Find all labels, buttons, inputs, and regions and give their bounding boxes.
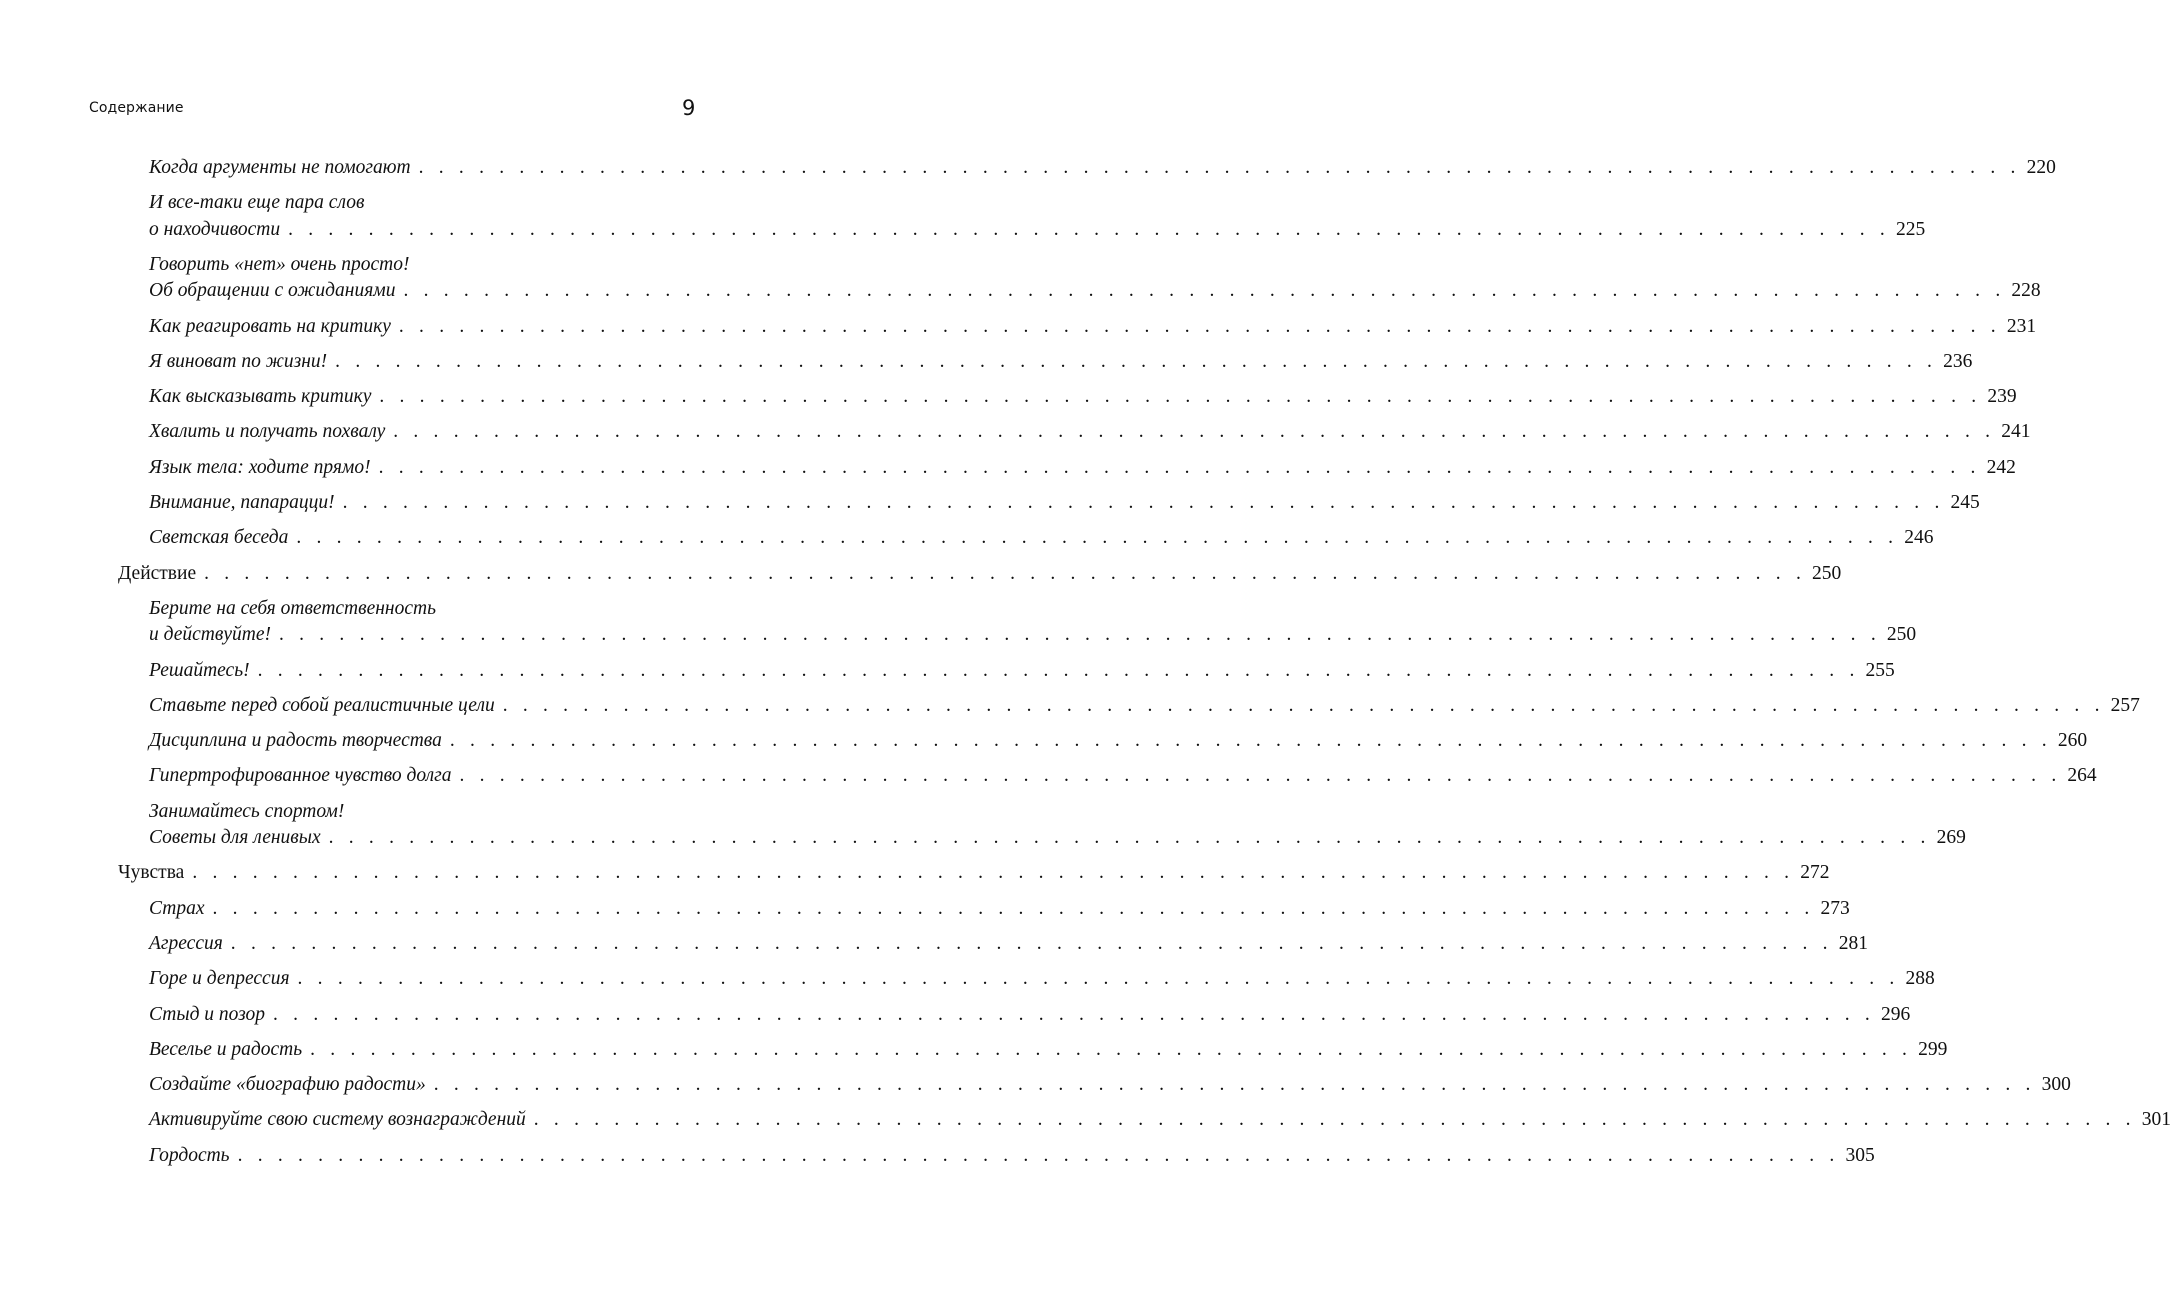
toc-section-line	[149, 314, 2037, 340]
toc-page-number: 260	[2057, 730, 2088, 752]
toc-leader-dots: . . . . . . . . . . . . . . . . . . . . . . . . . . . . . . . . . . . . . . . . . . . . . . . . . . . . . . . . . . . . . . . . . . . . . . . . . . . . . . . .	[296, 527, 1899, 549]
toc-section-title: Занимайтесь спортом!	[149, 800, 345, 822]
toc-section-title: Как высказывать критику	[149, 386, 372, 408]
running-head: Содержание	[89, 100, 184, 116]
toc-page-number: 257	[2110, 694, 2140, 716]
toc-page-number: 236	[1943, 350, 1973, 372]
toc-section-title: Когда аргументы не помогают	[149, 157, 411, 178]
toc-leader-dots: . . . . . . . . . . . . . . . . . . . . . . . . . . . . . . . . . . . . . . . . . . . . . . . . . . . . . . . . . . . . . . . . . . . . . . . . . . . . . . . .	[212, 897, 1815, 919]
toc-section-line	[149, 596, 697, 622]
toc-section-title: Как реагировать на критику	[149, 315, 391, 337]
toc-page-number: 250	[1812, 562, 1842, 584]
toc-section-line	[149, 799, 697, 825]
toc-leader-dots: . . . . . . . . . . . . . . . . . . . . . . . . . . . . . . . . . . . . . . . . . . . . . . . . . . . . . . . . . . . . . . . . . . . . . . . . . . . . . . . .	[398, 315, 2001, 337]
toc-page-number: 245	[1950, 492, 1980, 513]
toc-section-title: Создайте «биографию радости»	[149, 1074, 426, 1096]
toc-page-number: 296	[1880, 1003, 1911, 1025]
toc-leader-dots: . . . . . . . . . . . . . . . . . . . . . . . . . . . . . . . . . . . . . . . . . . . . . . . . . . . . . . . . . . . . . . . . . . . . . . . . . . . . . . . .	[403, 280, 2006, 302]
toc-chapter-title: Чувства	[118, 862, 185, 884]
toc-section-title: Светская беседа	[149, 527, 289, 549]
toc-leader-dots: . . . . . . . . . . . . . . . . . . . . . . . . . . . . . . . . . . . . . . . . . . . . . . . . . . . . . . . . . . . . . . . . . . . . . . . . . . . . . . . .	[379, 386, 1982, 408]
toc-section-line	[149, 455, 2016, 481]
toc-page-number: 228	[2011, 280, 2041, 302]
toc-section-line	[149, 384, 2017, 410]
toc-section-line	[149, 1037, 1948, 1063]
toc-leader-dots: . . . . . . . . . . . . . . . . . . . . . . . . . . . . . . . . . . . . . . . . . . . . . . . . . . . . . . . . . . . . . . . . . . . . . . . . . . . . . . . .	[502, 694, 2105, 716]
toc-section-title: И все-таки еще пара слов	[149, 192, 365, 214]
toc-section-line	[149, 278, 2041, 304]
toc-section-title: и действуйте!	[149, 624, 271, 646]
toc-leader-dots: . . . . . . . . . . . . . . . . . . . . . . . . . . . . . . . . . . . . . . . . . . . . . . . . . . . . . . . . . . . . . . . . . . . . . . . . . . . . . . . .	[273, 1003, 1875, 1025]
toc-chapter-line	[118, 561, 1842, 587]
toc-page-number: 225	[1896, 218, 1926, 240]
toc-section-line	[149, 490, 1980, 516]
toc-section-title: Об обращении с ожиданиями	[149, 280, 396, 302]
toc-page-number: 250	[1886, 624, 1917, 646]
toc-section-title: Внимание, папарацци!	[149, 492, 335, 513]
toc-section-title: Активируйте свою систему вознаграждений	[149, 1109, 526, 1131]
toc-page-number: 246	[1904, 527, 1934, 549]
toc-page-number: 288	[1905, 968, 1935, 990]
toc-leader-dots: . . . . . . . . . . . . . . . . . . . . . . . . . . . . . . . . . . . . . . . . . . . . . . . . . . . . . . . . . . . . . . . . . . . . . . . . . . . . . . . .	[342, 492, 1945, 513]
toc-section-line	[149, 763, 2097, 789]
toc-page-number: 300	[2041, 1074, 2071, 1096]
toc-leader-dots: . . . . . . . . . . . . . . . . . . . . . . . . . . . . . . . . . . . . . . . . . . . . . . . . . . . . . . . . . . . . . . . . . . . . . . . . . . . . . . . .	[533, 1109, 2136, 1131]
toc-leader-dots: . . . . . . . . . . . . . . . . . . . . . . . . . . . . . . . . . . . . . . . . . . . . . . . . . . . . . . . . . . . . . . . . . . . . . . . . . . . . . . . .	[192, 862, 1795, 884]
toc-section-title: Решайтесь!	[149, 659, 250, 681]
toc-leader-dots: . . . . . . . . . . . . . . . . . . . . . . . . . . . . . . . . . . . . . . . . . . . . . . . . . . . . . . . . . . . . . . . . . . . . . . . . . . . . . . . .	[237, 1144, 1840, 1166]
toc-section-title: Язык тела: ходите прямо!	[149, 456, 371, 478]
toc-section-line	[149, 658, 1895, 684]
toc-section-title: Хвалить и получать похвалу	[149, 421, 386, 443]
toc-section-line	[149, 1143, 1875, 1169]
toc-section-line	[149, 728, 2088, 754]
toc-section-title: Страх	[149, 897, 205, 919]
toc-page-number: 264	[2067, 765, 2097, 787]
toc-section-line	[149, 931, 1868, 957]
toc-leader-dots: . . . . . . . . . . . . . . . . . . . . . . . . . . . . . . . . . . . . . . . . . . . . . . . . . . . . . . . . . . . . . . . . . . . . . . . . . . . . . . . .	[335, 350, 1938, 372]
toc-section-line	[149, 825, 1966, 851]
toc-page-number: 272	[1800, 862, 1830, 884]
toc-section-line	[149, 190, 697, 216]
toc-section-line	[149, 525, 1934, 551]
toc-section-line	[149, 1002, 1911, 1028]
toc-page-number: 255	[1865, 659, 1895, 681]
toc-page-number: 281	[1838, 932, 1868, 954]
toc-leader-dots: . . . . . . . . . . . . . . . . . . . . . . . . . . . . . . . . . . . . . . . . . . . . . . . . . . . . . . . . . . . . . . . . . . . . . . . . . . . . . . . .	[378, 456, 1981, 478]
toc-section-title: Веселье и радость	[149, 1038, 303, 1060]
toc-section-line	[149, 896, 1850, 922]
toc-leader-dots: . . . . . . . . . . . . . . . . . . . . . . . . . . . . . . . . . . . . . . . . . . . . . . . . . . . . . . . . . . . . . . . . . . . . . . . . . . . . . . . .	[297, 968, 1900, 990]
toc-page-number: 220	[2026, 157, 2056, 178]
toc-page-number: 273	[1820, 897, 1850, 919]
toc-chapter-line	[118, 860, 1830, 886]
toc-section-title: Агрессия	[149, 932, 223, 954]
toc-section-title: Гордость	[149, 1144, 230, 1166]
toc-page-number: 301	[2141, 1109, 2171, 1131]
toc-page-number: 242	[1986, 456, 2016, 478]
toc-section-title: Ставьте перед собой реалистичные цели	[149, 694, 495, 716]
toc-leader-dots: . . . . . . . . . . . . . . . . . . . . . . . . . . . . . . . . . . . . . . . . . . . . . . . . . . . . . . . . . . . . . . . . . . . . . . . . . . . . . . . .	[328, 827, 1931, 848]
toc-section-line	[149, 693, 2140, 719]
toc-page-number: 239	[1987, 386, 2017, 408]
toc-section-title: Говорить «нет» очень просто!	[149, 253, 410, 275]
toc-section-title: Советы для ленивых	[149, 827, 321, 848]
toc-section-line	[149, 217, 1926, 243]
toc-leader-dots: . . . . . . . . . . . . . . . . . . . . . . . . . . . . . . . . . . . . . . . . . . . . . . . . . . . . . . . . . . . . . . . . . . . . . . . . . . . . . . . .	[204, 562, 1807, 584]
toc-section-title: Я виноват по жизни!	[149, 350, 328, 372]
toc-section-line	[149, 155, 2056, 181]
toc-leader-dots: . . . . . . . . . . . . . . . . . . . . . . . . . . . . . . . . . . . . . . . . . . . . . . . . . . . . . . . . . . . . . . . . . . . . . . . . . . . . . . . .	[459, 765, 2062, 787]
toc-section-title: Гипертрофированное чувство долга	[149, 765, 452, 787]
toc-section-title: о находчивости	[149, 218, 281, 240]
toc-page-number: 241	[2001, 421, 2031, 443]
toc-leader-dots: . . . . . . . . . . . . . . . . . . . . . . . . . . . . . . . . . . . . . . . . . . . . . . . . . . . . . . . . . . . . . . . . . . . . . . . . . . . . . . . .	[288, 218, 1891, 240]
toc-section-line	[149, 419, 2031, 445]
toc-section-line	[149, 349, 1973, 375]
toc-section-line	[149, 1072, 2071, 1098]
toc-leader-dots: . . . . . . . . . . . . . . . . . . . . . . . . . . . . . . . . . . . . . . . . . . . . . . . . . . . . . . . . . . . . . . . . . . . . . . . . . . . . . . . .	[393, 421, 1996, 443]
toc-page-number: 305	[1845, 1144, 1875, 1166]
toc-section-line	[149, 966, 1935, 992]
toc-page-number: 299	[1918, 1038, 1948, 1060]
toc-leader-dots: . . . . . . . . . . . . . . . . . . . . . . . . . . . . . . . . . . . . . . . . . . . . . . . . . . . . . . . . . . . . . . . . . . . . . . . . . . . . . . . .	[257, 659, 1860, 681]
toc-page-number: 269	[1936, 827, 1966, 848]
toc-section-line	[149, 252, 697, 278]
toc-section-title: Берите на себя ответственность	[149, 597, 436, 619]
toc-leader-dots: . . . . . . . . . . . . . . . . . . . . . . . . . . . . . . . . . . . . . . . . . . . . . . . . . . . . . . . . . . . . . . . . . . . . . . . . . . . . . . . .	[278, 624, 1881, 646]
toc-leader-dots: . . . . . . . . . . . . . . . . . . . . . . . . . . . . . . . . . . . . . . . . . . . . . . . . . . . . . . . . . . . . . . . . . . . . . . . . . . . . . . . .	[418, 157, 2021, 178]
toc-leader-dots: . . . . . . . . . . . . . . . . . . . . . . . . . . . . . . . . . . . . . . . . . . . . . . . . . . . . . . . . . . . . . . . . . . . . . . . . . . . . . . . .	[310, 1038, 1913, 1060]
toc-section-title: Дисциплина и радость творчества	[149, 730, 442, 752]
page-number: 9	[682, 96, 696, 120]
toc-chapter-title: Действие	[118, 562, 197, 584]
toc-leader-dots: . . . . . . . . . . . . . . . . . . . . . . . . . . . . . . . . . . . . . . . . . . . . . . . . . . . . . . . . . . . . . . . . . . . . . . . . . . . . . . . .	[433, 1074, 2036, 1096]
toc-page-number: 231	[2006, 315, 2037, 337]
toc-leader-dots: . . . . . . . . . . . . . . . . . . . . . . . . . . . . . . . . . . . . . . . . . . . . . . . . . . . . . . . . . . . . . . . . . . . . . . . . . . . . . . . .	[230, 932, 1833, 954]
toc-section-line	[149, 622, 1917, 648]
toc-leader-dots: . . . . . . . . . . . . . . . . . . . . . . . . . . . . . . . . . . . . . . . . . . . . . . . . . . . . . . . . . . . . . . . . . . . . . . . . . . . . . . . .	[449, 730, 2052, 752]
toc-section-title: Стыд и позор	[149, 1003, 266, 1025]
toc-section-title: Горе и депрессия	[149, 968, 290, 990]
toc-section-line	[149, 1107, 2171, 1133]
